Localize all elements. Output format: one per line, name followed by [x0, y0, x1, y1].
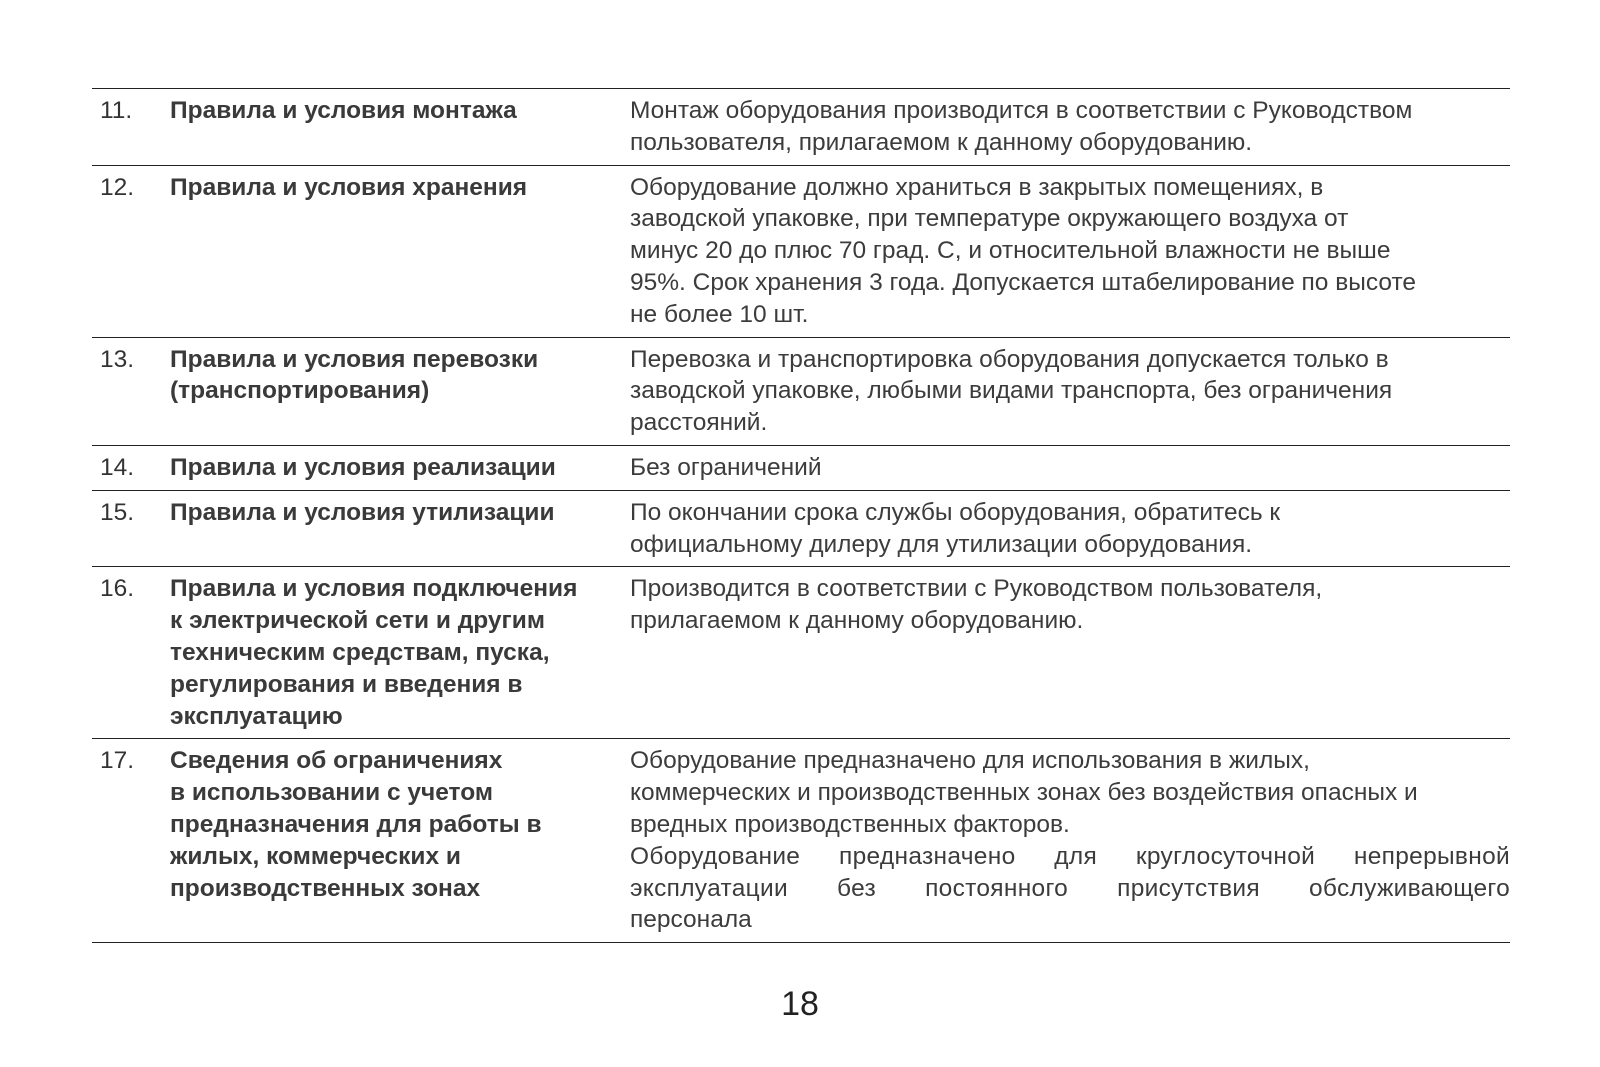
page-number: 18 [781, 985, 819, 1023]
table-row [92, 338, 1510, 446]
row-description [622, 497, 1510, 561]
description-line: эксплуатации без постоянного присутствия обслуживающего [630, 874, 1510, 902]
table-row [92, 89, 1510, 166]
row-description [622, 573, 1510, 732]
description-line: Перевозка и транспортировка оборудования допускается только в [630, 345, 1389, 373]
description-line: прилагаемом к данному оборудованию. [630, 607, 1084, 635]
description-line: коммерческих и производственных зонах без воздействия опасных и [630, 779, 1418, 807]
row-title: Правила и условия монтажа [170, 97, 517, 124]
table-row [92, 446, 1510, 491]
table-row [92, 166, 1510, 338]
description-line: Без ограничений [630, 453, 822, 481]
row-number: 13. [100, 345, 135, 373]
row-number: 11. [100, 97, 133, 124]
description-line: Производится в соответствии с Руководством пользователя, [630, 575, 1323, 603]
description-line: По окончании срока службы оборудования, обратитесь к [630, 498, 1281, 526]
description-line: Оборудование должно храниться в закрытых помещениях, в [630, 173, 1324, 201]
row-title: Сведения об ограничениях в использовании с учетом предназначения для работы в жилых, коммерческих и производственных зонах [170, 747, 542, 902]
row-title: Правила и условия реализации [170, 453, 556, 481]
row-description [622, 344, 1510, 439]
table-row [92, 739, 1510, 943]
table-row [92, 567, 1510, 739]
row-description [622, 745, 1510, 936]
row-description [622, 95, 1510, 159]
row-description [622, 172, 1510, 331]
description-line: расстояний. [630, 409, 768, 437]
description-line: пользователя, прилагаемом к данному оборудованию. [630, 128, 1253, 156]
description-line: официальному дилеру для утилизации оборудования. [630, 530, 1253, 558]
description-line: 95%. Срок хранения 3 года. Допускается штабелирование по высоте [630, 268, 1417, 296]
row-title: Правила и условия утилизации [170, 498, 555, 526]
row-number: 17. [100, 747, 135, 775]
info-table [92, 88, 1510, 943]
row-number: 15. [100, 498, 135, 526]
description-line: персонала [630, 906, 752, 934]
row-number: 14. [100, 453, 135, 481]
description-line: не более 10 шт. [630, 300, 809, 328]
row-title: Правила и условия хранения [170, 173, 528, 201]
description-line: Монтаж оборудования производится в соответствии с Руководством [630, 97, 1413, 124]
description-line: минус 20 до плюс 70 град. С, и относительной влажности не выше [630, 237, 1391, 265]
table-row [92, 491, 1510, 568]
row-number: 16. [100, 575, 135, 603]
description-line: Оборудование предназначено для круглосуточной непрерывной [630, 842, 1510, 870]
description-line: заводской упаковке, при температуре окружающего воздуха от [630, 205, 1349, 233]
row-description [622, 452, 1510, 484]
row-title: Правила и условия перевозки (транспортирования) [170, 345, 539, 405]
row-number: 12. [100, 173, 135, 201]
description-line: вредных производственных факторов. [630, 810, 1070, 838]
row-title: Правила и условия подключения к электрической сети и другим техническим средствам, пуска, регулирования и введения в эксплуатацию [170, 575, 578, 730]
description-line: Оборудование предназначено для использования в жилых, [630, 747, 1310, 775]
description-line: заводской упаковке, любыми видами транспорта, без ограничения [630, 377, 1393, 405]
